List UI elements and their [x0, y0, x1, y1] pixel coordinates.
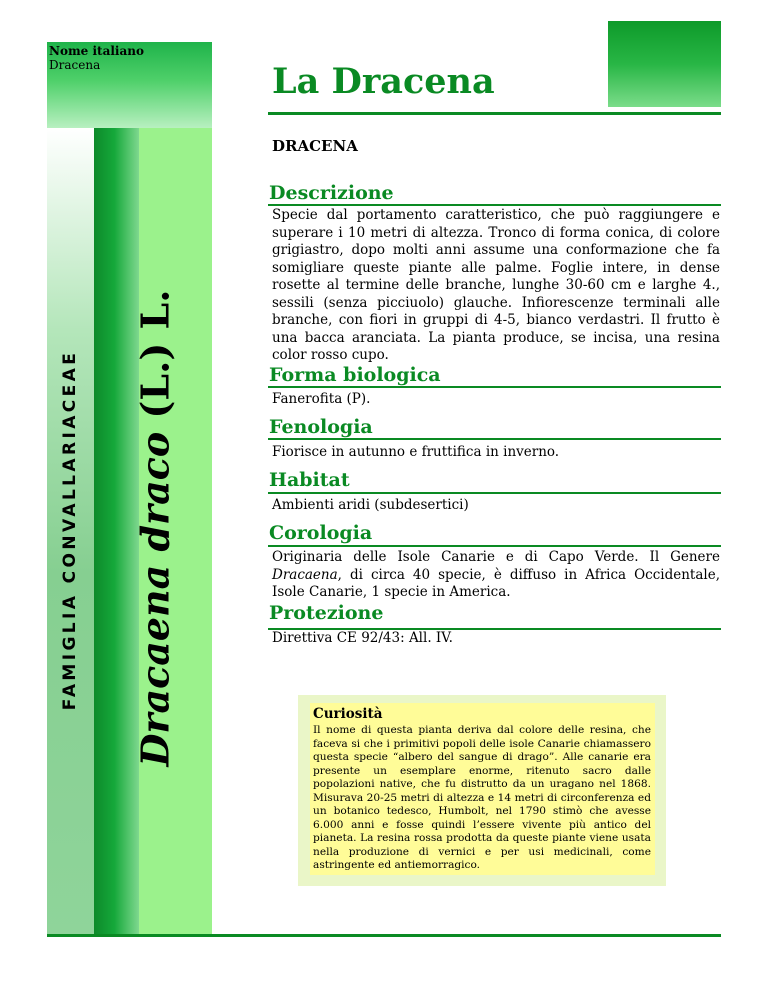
- section-text-forma-biologica: Fanerofita (P).: [272, 391, 371, 407]
- section-heading-habitat: Habitat: [269, 469, 350, 491]
- section-text-corologia: [272, 549, 720, 602]
- section-divider: [268, 492, 721, 494]
- species-name: [133, 289, 178, 766]
- italian-name-label: Nome italiano: [49, 44, 144, 58]
- section-heading-corologia: Corologia: [269, 522, 373, 544]
- italian-name-box: [47, 42, 212, 128]
- curiosita-heading: Curiosità: [313, 706, 383, 722]
- section-heading-protezione: Protezione: [269, 602, 384, 624]
- section-text-habitat: Ambienti aridi (subdesertici): [272, 497, 469, 513]
- section-divider: [268, 386, 721, 388]
- title-divider: [268, 112, 721, 115]
- curiosita-text: Il nome di questa pianta deriva dal colore delle resina, che faceva si che i primitivi popoli delle isole Canarie chiamassero questa specie “albero del sangue di drago”. Alle canarie era presente un esemplare enorme, ritenuto sacro dalle popolazioni native, che fu distrutto da un uragano nel 1868. Misurava 20-25 metri di altezza e 14 metri di circonferenza ed un botanico tedesco, Humbolt, nel 1790 stimò che avesse 6.000 anni e fosse quindi l’essere vivente più antico del pianeta. La resina rossa prodotta da queste piante viene usata nella produzione di vernici e per usi medicinali, come astringente ed antiemorragico.: [313, 724, 651, 871]
- section-heading-forma-biologica: Forma biologica: [269, 364, 441, 386]
- italian-name-value: Dracena: [49, 58, 101, 72]
- corologia-text-start: Originaria delle Isole Canarie e di Capo Verde. Il Genere: [272, 549, 720, 565]
- section-text-protezione: Direttiva CE 92/43: All. IV.: [272, 630, 453, 646]
- section-divider: [268, 204, 721, 206]
- section-heading-descrizione: Descrizione: [269, 182, 394, 204]
- section-text-descrizione: Specie dal portamento caratteristico, che può raggiungere e superare i 10 metri di altezza. Tronco di forma conica, di colore grigiastro, dopo molti anni assume una conformazione che fa somigliare queste piante alle palme. Foglie intere, in dense rosette al termine delle branche, lunghe 30-60 cm e larghe 4., sessili (senza picciuolo) glauche. Infiorescenze terminali alle branche, con fiori in gruppi di 4-5, bianco verdastri. Il frutto è una bacca aranciata. La pianta produce, se incisa, una resina color rosso cupo.: [272, 207, 720, 363]
- section-divider: [268, 438, 721, 440]
- corologia-text-end: , di circa 40 specie, è diffuso in Africa Occidentale, Isole Canarie, 1 specie in America.: [272, 566, 720, 600]
- corner-decoration: [608, 21, 721, 107]
- page-subtitle: DRACENA: [272, 137, 358, 155]
- page-title: La Dracena: [272, 61, 495, 102]
- bottom-divider: [47, 934, 721, 937]
- section-divider: [268, 545, 721, 547]
- section-heading-fenologia: Fenologia: [269, 416, 373, 438]
- corologia-genus: Dracaena: [272, 566, 338, 583]
- section-text-fenologia: Fiorisce in autunno e fruttifica in inverno.: [272, 444, 560, 460]
- family-name: FAMIGLIA CONVALLARIACEAE: [60, 349, 80, 711]
- species-author: (L.) L.: [132, 289, 178, 432]
- species-binomial: Dracaena draco: [132, 431, 178, 767]
